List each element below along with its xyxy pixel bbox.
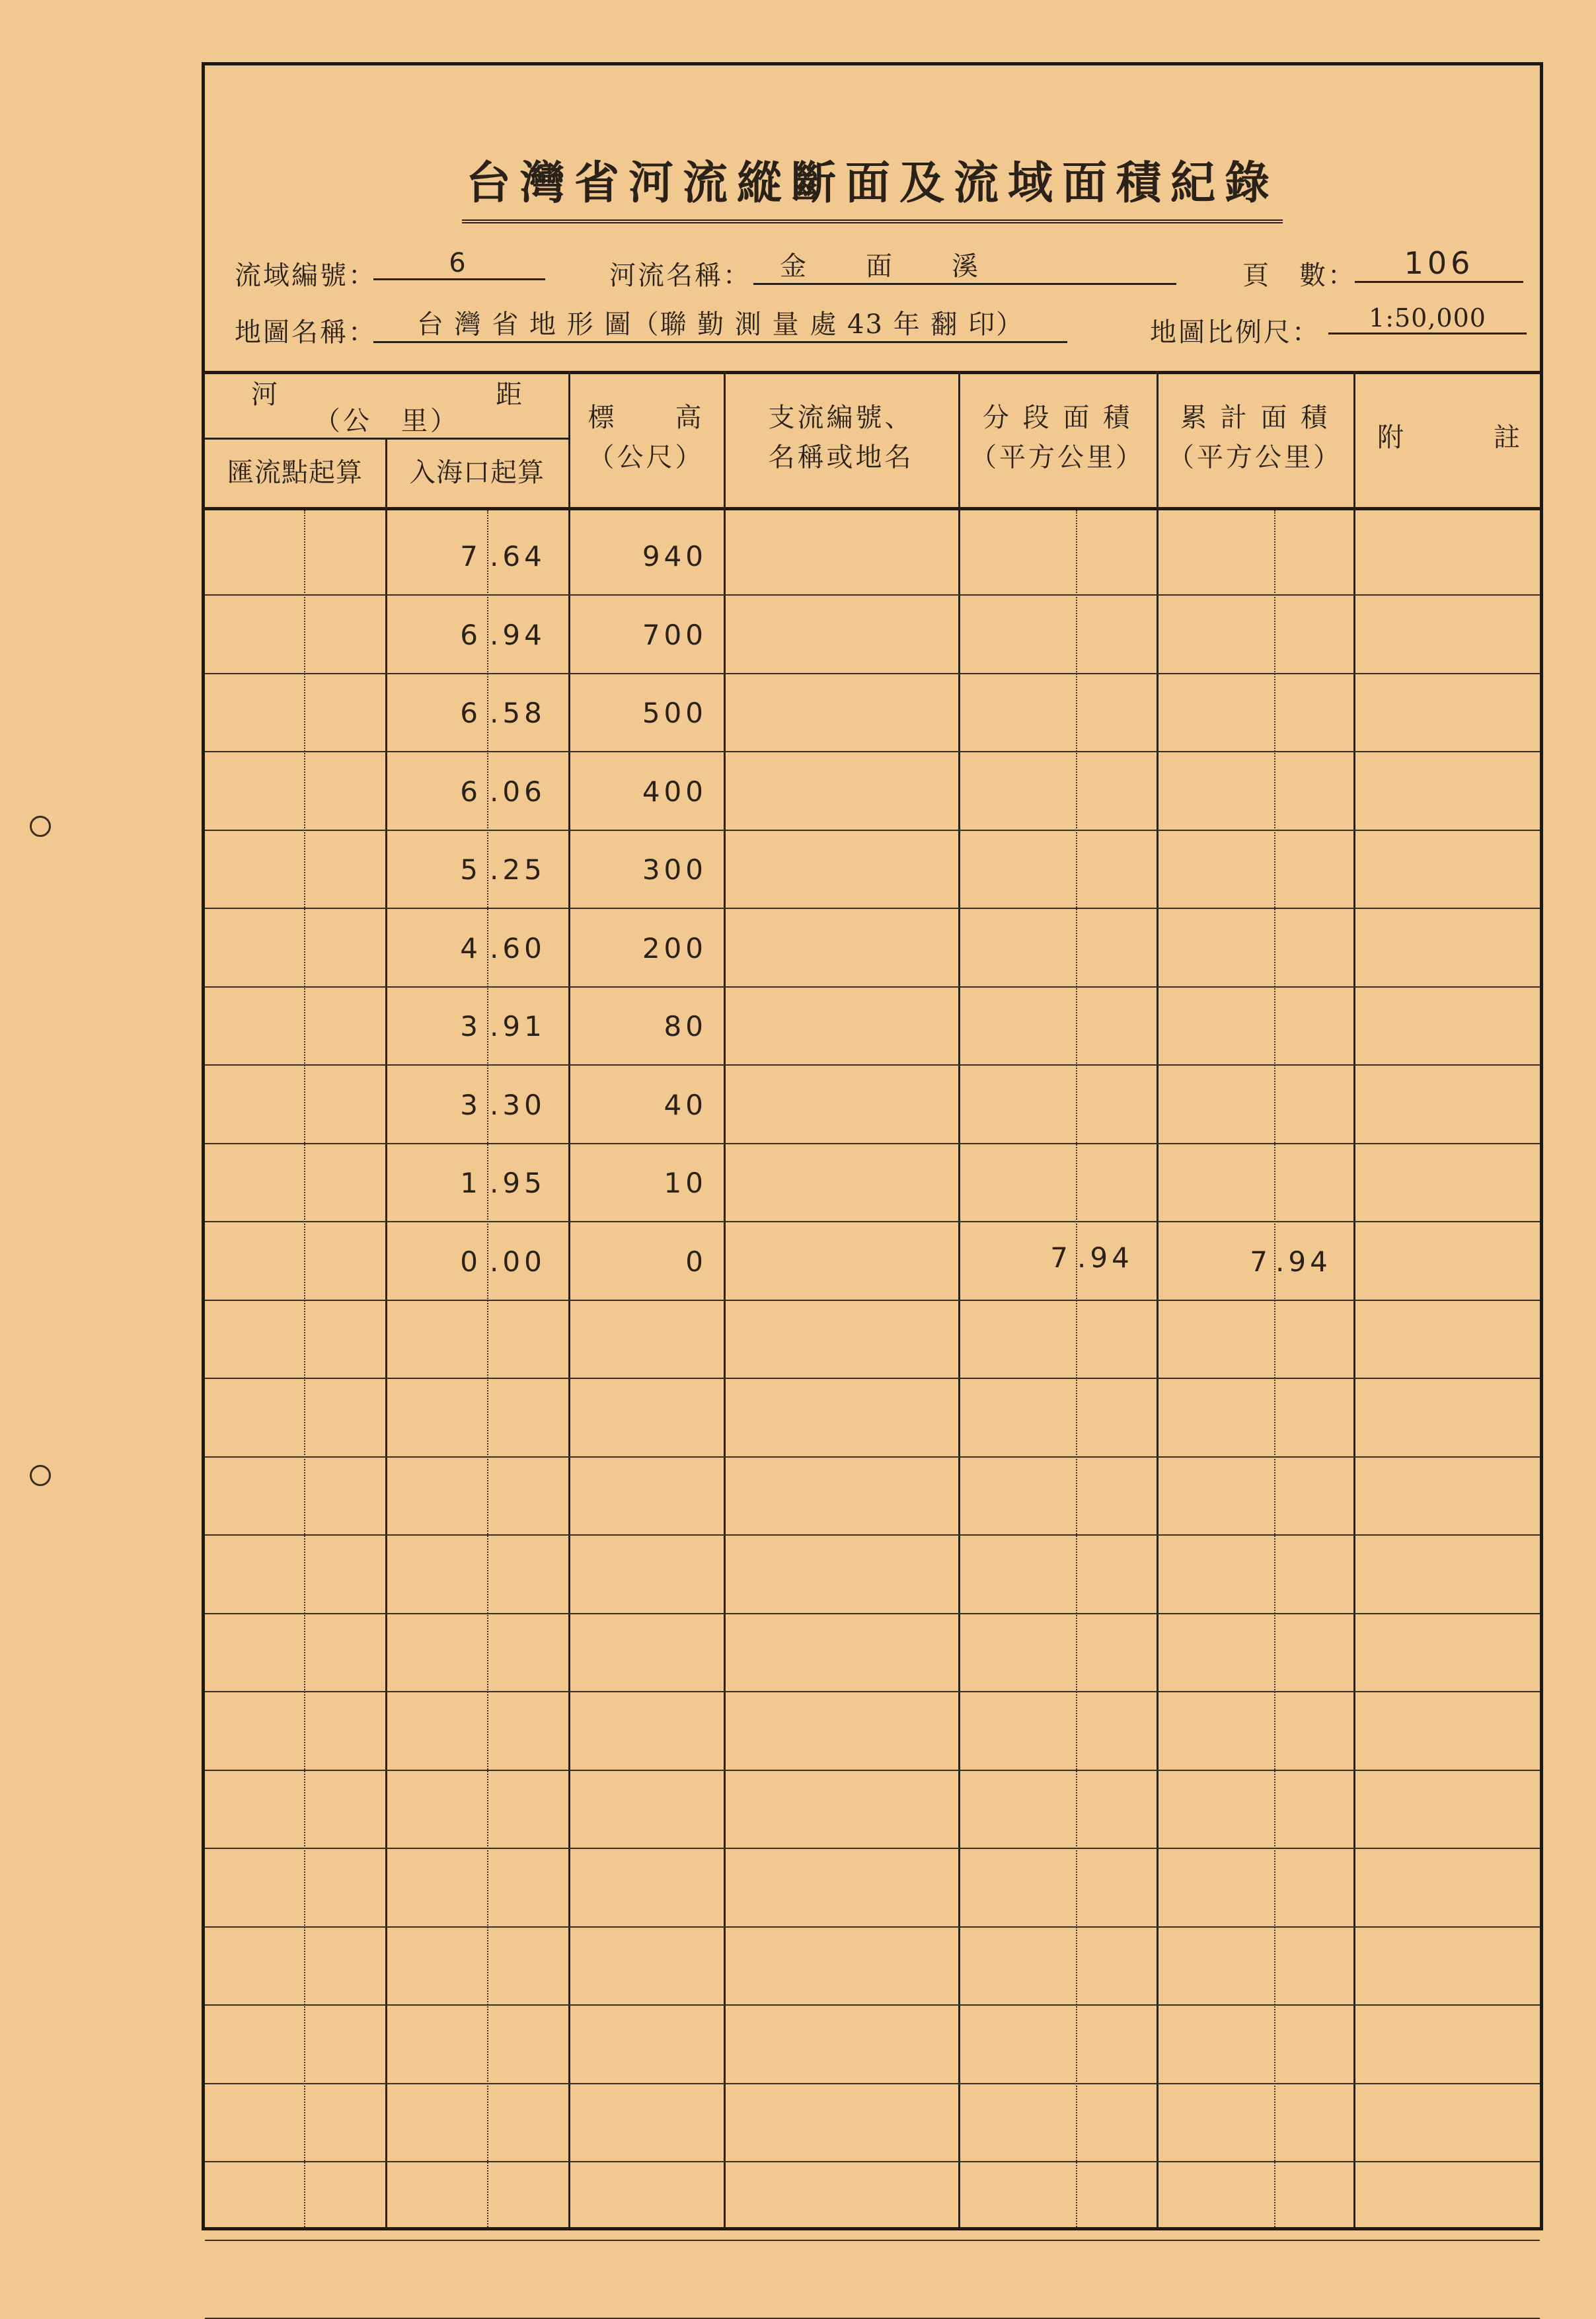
segment-area-dec: .94: [1077, 1241, 1133, 1274]
header-from-confluence: 匯流點起算: [227, 457, 363, 488]
header-cumulative-area-unit: （平方公里）: [1168, 442, 1342, 473]
header-distance-unit: （公 里）: [314, 406, 459, 436]
table-row-line: [205, 2161, 1540, 2162]
distance-from-mouth-int: 3: [460, 1010, 482, 1042]
basin-no-value: 6: [373, 248, 545, 280]
distance-from-mouth-int: 4: [460, 932, 482, 964]
table-row-line: [205, 1456, 1540, 1458]
distance-from-mouth-dec: .25: [490, 853, 546, 886]
elevation-value: 0: [685, 1245, 707, 1278]
elevation-value: 200: [642, 932, 707, 964]
elevation-value: 500: [642, 697, 707, 729]
distance-from-mouth-dec: .60: [490, 932, 546, 964]
river-name-value: 金面溪: [753, 245, 1176, 285]
col-divider-3: [724, 371, 726, 2227]
header-tributary-line1: 支流編號、: [768, 403, 914, 433]
table-row-line: [205, 1534, 1540, 1536]
table-row-line: [205, 1143, 1540, 1144]
header-elevation: 標 高: [588, 403, 704, 433]
table-row-line: [205, 2240, 1540, 2241]
dotted-divider-mouth: [487, 510, 488, 2227]
elevation-value: 10: [664, 1167, 707, 1199]
col-divider-4: [958, 371, 960, 2227]
header-tributary-line2: 名稱或地名: [768, 442, 914, 473]
table-row-line: [205, 830, 1540, 831]
header-segment-area: 分 段 面 積: [982, 403, 1133, 433]
distance-from-mouth-dec: .64: [490, 540, 546, 572]
col-divider-6: [1353, 371, 1355, 2227]
table-row-line: [205, 673, 1540, 674]
header-segment-area-unit: （平方公里）: [970, 442, 1145, 473]
distance-from-mouth-dec: .95: [490, 1167, 546, 1199]
map-scale-label: 地圖比例尺：: [1150, 317, 1320, 348]
elevation-value: 40: [664, 1089, 707, 1121]
form-title: [205, 147, 1540, 223]
table-row-line: [205, 2004, 1540, 2006]
dotted-divider-cumulative: [1274, 510, 1275, 2227]
page-label: 頁 數：: [1242, 260, 1356, 291]
col-divider-1: [385, 438, 387, 2227]
map-name-value: 台 灣 省 地 形 圖（聯 勤 測 量 處 43 年 翻 印）: [373, 303, 1067, 343]
table-row-line: [205, 1221, 1540, 1222]
header-distance-char: 距: [496, 379, 525, 410]
distance-from-mouth-dec: .00: [490, 1245, 546, 1278]
table-row-line: [205, 986, 1540, 988]
elevation-value: 300: [642, 853, 707, 886]
punch-hole-bottom: [30, 1465, 51, 1486]
distance-from-mouth-dec: .06: [490, 775, 546, 808]
col-divider-5: [1157, 371, 1159, 2227]
distance-from-mouth-int: 0: [460, 1245, 482, 1278]
distance-from-mouth-int: 6: [460, 697, 482, 729]
river-name-label: 河流名稱：: [609, 260, 751, 291]
basin-no-label: 流域編號：: [235, 260, 377, 291]
cumulative-area-int: 7: [1250, 1245, 1272, 1278]
header-elevation-unit: （公尺）: [588, 442, 704, 473]
distance-from-mouth-dec: .91: [490, 1010, 546, 1042]
record-form: [202, 62, 1543, 2230]
table-row-line: [205, 908, 1540, 909]
table-row-line: [205, 1613, 1540, 1614]
table-row-line: [205, 1300, 1540, 1301]
map-name-label: 地圖名稱：: [235, 317, 377, 348]
table-row-line: [205, 1378, 1540, 1379]
distance-from-mouth-int: 7: [460, 540, 482, 572]
header-river-char: 河: [251, 379, 280, 410]
page-no-value: 106: [1355, 245, 1523, 283]
distance-from-mouth-int: 5: [460, 853, 482, 886]
distance-from-mouth-int: 6: [460, 619, 482, 651]
distance-from-mouth-int: 6: [460, 775, 482, 808]
table-header-bottom-rule: [205, 507, 1540, 510]
map-scale-value: 1:50,000: [1328, 303, 1527, 334]
elevation-value: 400: [642, 775, 707, 808]
distance-from-mouth-dec: .58: [490, 697, 546, 729]
distance-from-mouth-int: 1: [460, 1167, 482, 1199]
table-row-line: [205, 1848, 1540, 1849]
elevation-value: 80: [664, 1010, 707, 1042]
distance-from-mouth-dec: .94: [490, 619, 546, 651]
elevation-value: 700: [642, 619, 707, 651]
table-row-line: [205, 2083, 1540, 2084]
dotted-divider-segment: [1076, 510, 1077, 2227]
table-row-line: [205, 594, 1540, 596]
dotted-divider-confluence: [304, 510, 305, 2227]
form-title-text: 台灣省河流縱斷面及流域面積紀錄: [462, 147, 1283, 223]
table-row-line: [205, 751, 1540, 752]
distance-from-mouth-dec: .30: [490, 1089, 546, 1121]
punch-hole-top: [30, 816, 51, 837]
distance-from-mouth-int: 3: [460, 1089, 482, 1121]
header-remarks: 附 註: [1377, 422, 1523, 453]
table-top-rule: [205, 371, 1540, 374]
table-row-line: [205, 1064, 1540, 1066]
cumulative-area-dec: .94: [1275, 1245, 1332, 1278]
table-row-line: [205, 1691, 1540, 1692]
table-row-line: [205, 1926, 1540, 1928]
segment-area-int: 7: [1050, 1241, 1072, 1274]
elevation-value: 940: [642, 540, 707, 572]
header-from-mouth: 入海口起算: [409, 457, 545, 488]
header-cumulative-area: 累 計 面 積: [1180, 403, 1330, 433]
table-row-line: [205, 1770, 1540, 1771]
